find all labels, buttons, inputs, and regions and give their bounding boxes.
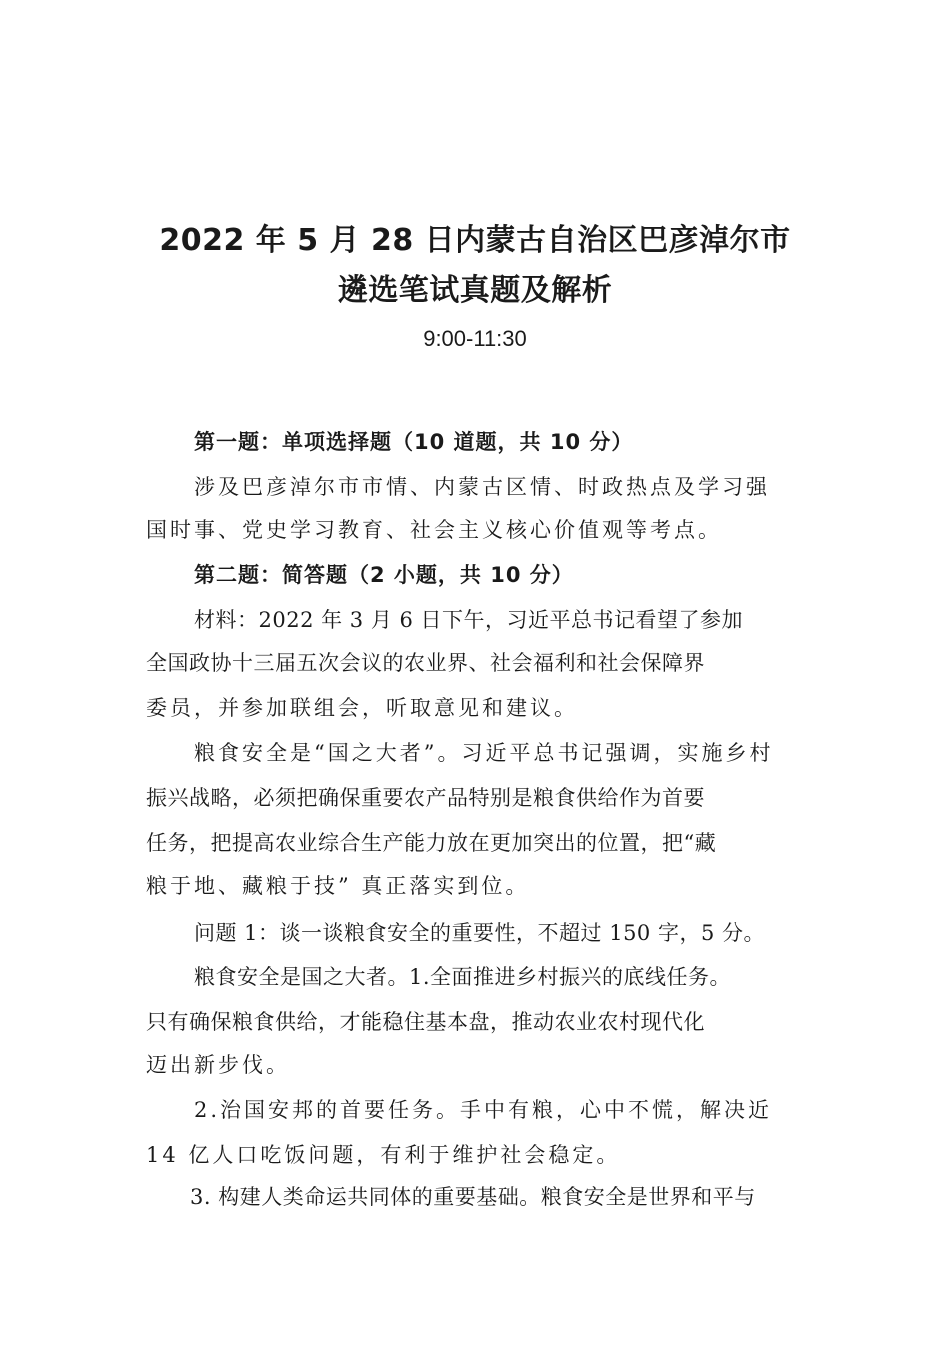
paragraph-line: 材料：2022 年 3 月 6 日下午，习近平总书记看望了参加: [194, 608, 744, 632]
paragraph-line: 任务，把提高农业综合生产能力放在更加突出的位置，把“藏: [146, 831, 717, 855]
answer-line: 2.治国安邦的首要任务。手中有粮，心中不慌，解决近: [194, 1098, 773, 1122]
paragraph-line: 全国政协十三届五次会议的农业界、社会福利和社会保障界: [146, 651, 705, 675]
answer-line: 14 亿人口吃饭问题，有利于维护社会稳定。: [146, 1143, 621, 1167]
paragraph-line: 涉及巴彦淖尔市市情、内蒙古区情、时政热点及学习强: [194, 475, 770, 499]
paragraph-line: 粮食安全是“国之大者”。习近平总书记强调，实施乡村: [194, 741, 774, 765]
question-line: 问题 1：谈一谈粮食安全的重要性，不超过 150 字，5 分。: [194, 921, 766, 945]
paragraph-line: 国时事、党史学习教育、社会主义核心价值观等考点。: [146, 518, 722, 542]
paragraph-line: 振兴战略，必须把确保重要农产品特别是粮食供给作为首要: [146, 786, 705, 810]
section-heading-2: 第二题：简答题（2 小题，共 10 分）: [194, 563, 574, 587]
paragraph-line: 粮于地、藏粮于技” 真正落实到位。: [146, 874, 530, 898]
answer-line: 迈出新步伐。: [146, 1053, 290, 1077]
section-heading-1: 第一题：单项选择题（10 道题，共 10 分）: [194, 430, 634, 454]
exam-time: 9:00-11:30: [423, 326, 527, 351]
answer-line: 只有确保粮食供给，才能稳住基本盘，推动农业农村现代化: [146, 1010, 705, 1034]
document-title-line-1: 2022 年 5 月 28 日内蒙古自治区巴彦淖尔市: [159, 223, 791, 258]
answer-line: 3. 构建人类命运共同体的重要基础。粮食安全是世界和平与: [190, 1185, 756, 1209]
answer-line: 粮食安全是国之大者。1.全面推进乡村振兴的底线任务。: [194, 965, 732, 989]
document-title-line-2: 遴选笔试真题及解析: [337, 273, 613, 308]
paragraph-line: 委员，并参加联组会，听取意见和建议。: [146, 696, 578, 720]
